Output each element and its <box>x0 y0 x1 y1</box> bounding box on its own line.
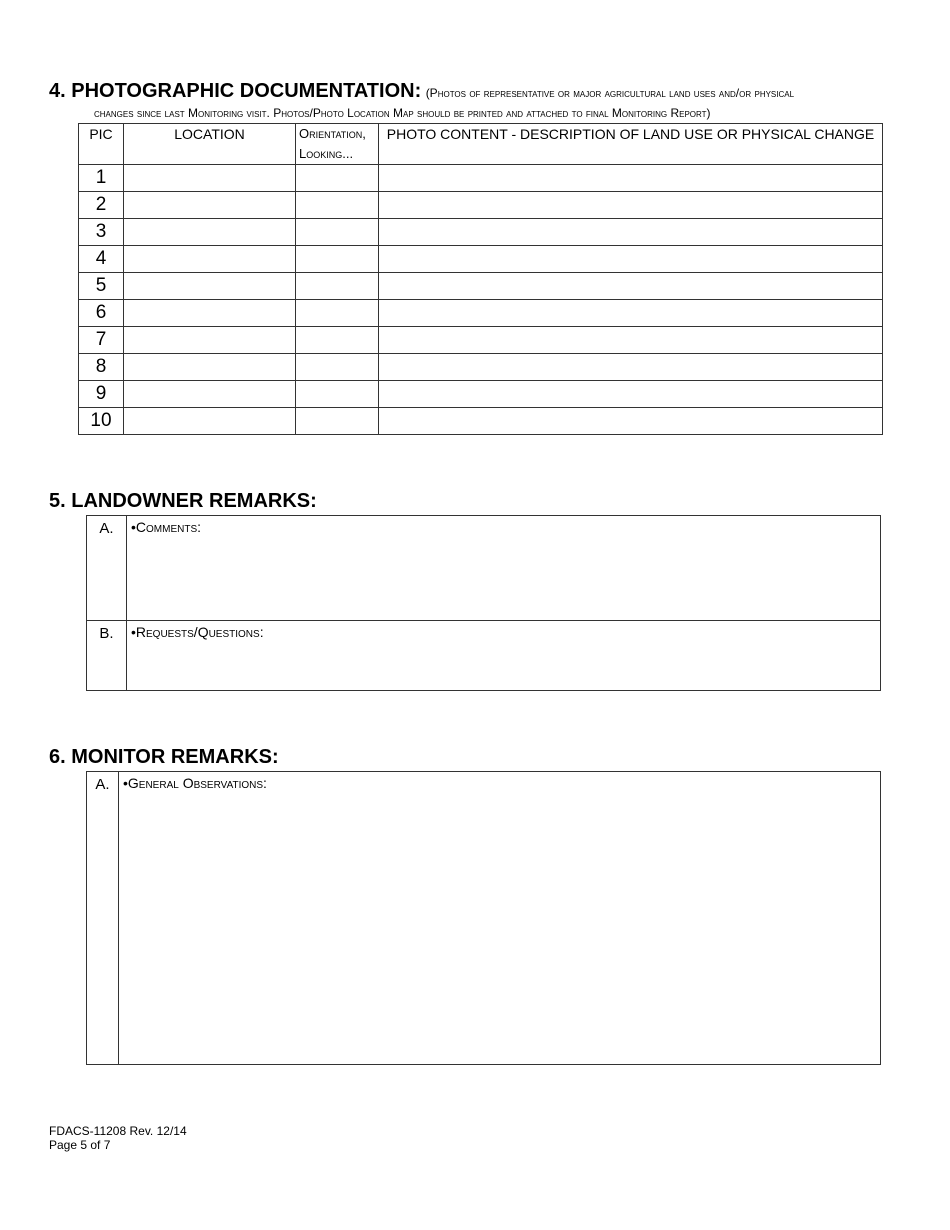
orientation-cell[interactable] <box>296 300 379 327</box>
location-cell[interactable] <box>124 165 296 192</box>
pic-number: 3 <box>79 219 124 246</box>
remark-row-observations <box>87 772 881 1065</box>
table-row <box>79 273 883 300</box>
header-photo-content: PHOTO CONTENT - DESCRIPTION OF LAND USE OR PHYSICAL CHANGE <box>379 124 883 165</box>
section-4-note-line2: changes since last Monitoring visit. Photos/Photo Location Map should be printed and attached to final Monitoring Report) <box>94 106 711 120</box>
form-id: FDACS-11208 Rev. 12/14 <box>49 1124 187 1138</box>
location-cell[interactable] <box>124 273 296 300</box>
pic-number: 6 <box>79 300 124 327</box>
comments-field[interactable]: •Comments: <box>127 516 881 621</box>
location-cell[interactable] <box>124 300 296 327</box>
table-row <box>79 381 883 408</box>
section-4-heading: 4. PHOTOGRAPHIC DOCUMENTATION: <box>49 80 422 102</box>
pic-number: 7 <box>79 327 124 354</box>
section-6-heading: 6. MONITOR REMARKS: <box>49 746 279 768</box>
monitor-remarks-table <box>86 771 881 1065</box>
orientation-cell[interactable] <box>296 192 379 219</box>
orientation-cell[interactable] <box>296 273 379 300</box>
table-row <box>79 165 883 192</box>
table-row <box>79 246 883 273</box>
landowner-remarks-table <box>86 515 881 691</box>
photo-content-cell[interactable] <box>379 273 883 300</box>
table-row <box>79 300 883 327</box>
location-cell[interactable] <box>124 219 296 246</box>
photo-content-cell[interactable] <box>379 219 883 246</box>
section-4-title <box>49 80 794 103</box>
remark-row-comments <box>87 516 881 621</box>
orientation-cell[interactable] <box>296 381 379 408</box>
photo-content-cell[interactable] <box>379 354 883 381</box>
photo-content-cell[interactable] <box>379 327 883 354</box>
header-orientation-line1: Orientation, <box>299 126 366 141</box>
pic-number: 2 <box>79 192 124 219</box>
page-number: Page 5 of 7 <box>49 1138 111 1152</box>
photo-content-cell[interactable] <box>379 300 883 327</box>
page-footer <box>49 1124 187 1152</box>
photo-documentation-table <box>78 123 883 435</box>
pic-number: 5 <box>79 273 124 300</box>
photo-content-cell[interactable] <box>379 165 883 192</box>
table-row <box>79 327 883 354</box>
orientation-cell[interactable] <box>296 408 379 435</box>
orientation-cell[interactable] <box>296 165 379 192</box>
table-row <box>79 354 883 381</box>
location-cell[interactable] <box>124 327 296 354</box>
table-header-row <box>79 124 883 165</box>
remark-row-requests <box>87 621 881 691</box>
orientation-cell[interactable] <box>296 354 379 381</box>
orientation-cell[interactable] <box>296 327 379 354</box>
orientation-cell[interactable] <box>296 219 379 246</box>
table-row <box>79 192 883 219</box>
pic-number: 1 <box>79 165 124 192</box>
header-orientation-line2: Looking... <box>299 146 354 161</box>
location-cell[interactable] <box>124 354 296 381</box>
photo-content-cell[interactable] <box>379 246 883 273</box>
header-orientation <box>296 124 379 165</box>
row-letter: A. <box>87 516 127 621</box>
location-cell[interactable] <box>124 381 296 408</box>
pic-number: 9 <box>79 381 124 408</box>
table-row <box>79 408 883 435</box>
section-5-heading: 5. LANDOWNER REMARKS: <box>49 490 317 512</box>
pic-number: 4 <box>79 246 124 273</box>
photo-content-cell[interactable] <box>379 408 883 435</box>
section-4-note-line1: (Photos of representative or major agricultural land uses and/or physical <box>425 86 795 100</box>
photo-content-cell[interactable] <box>379 381 883 408</box>
requests-questions-field[interactable]: •Requests/Questions: <box>127 621 881 691</box>
row-letter: A. <box>87 772 119 1065</box>
pic-number: 8 <box>79 354 124 381</box>
general-observations-field[interactable]: •General Observations: <box>119 772 881 1065</box>
photo-content-cell[interactable] <box>379 192 883 219</box>
table-row <box>79 219 883 246</box>
header-pic: PIC <box>79 124 124 165</box>
pic-number: 10 <box>79 408 124 435</box>
location-cell[interactable] <box>124 246 296 273</box>
location-cell[interactable] <box>124 408 296 435</box>
location-cell[interactable] <box>124 192 296 219</box>
orientation-cell[interactable] <box>296 246 379 273</box>
row-letter: B. <box>87 621 127 691</box>
header-location: LOCATION <box>124 124 296 165</box>
